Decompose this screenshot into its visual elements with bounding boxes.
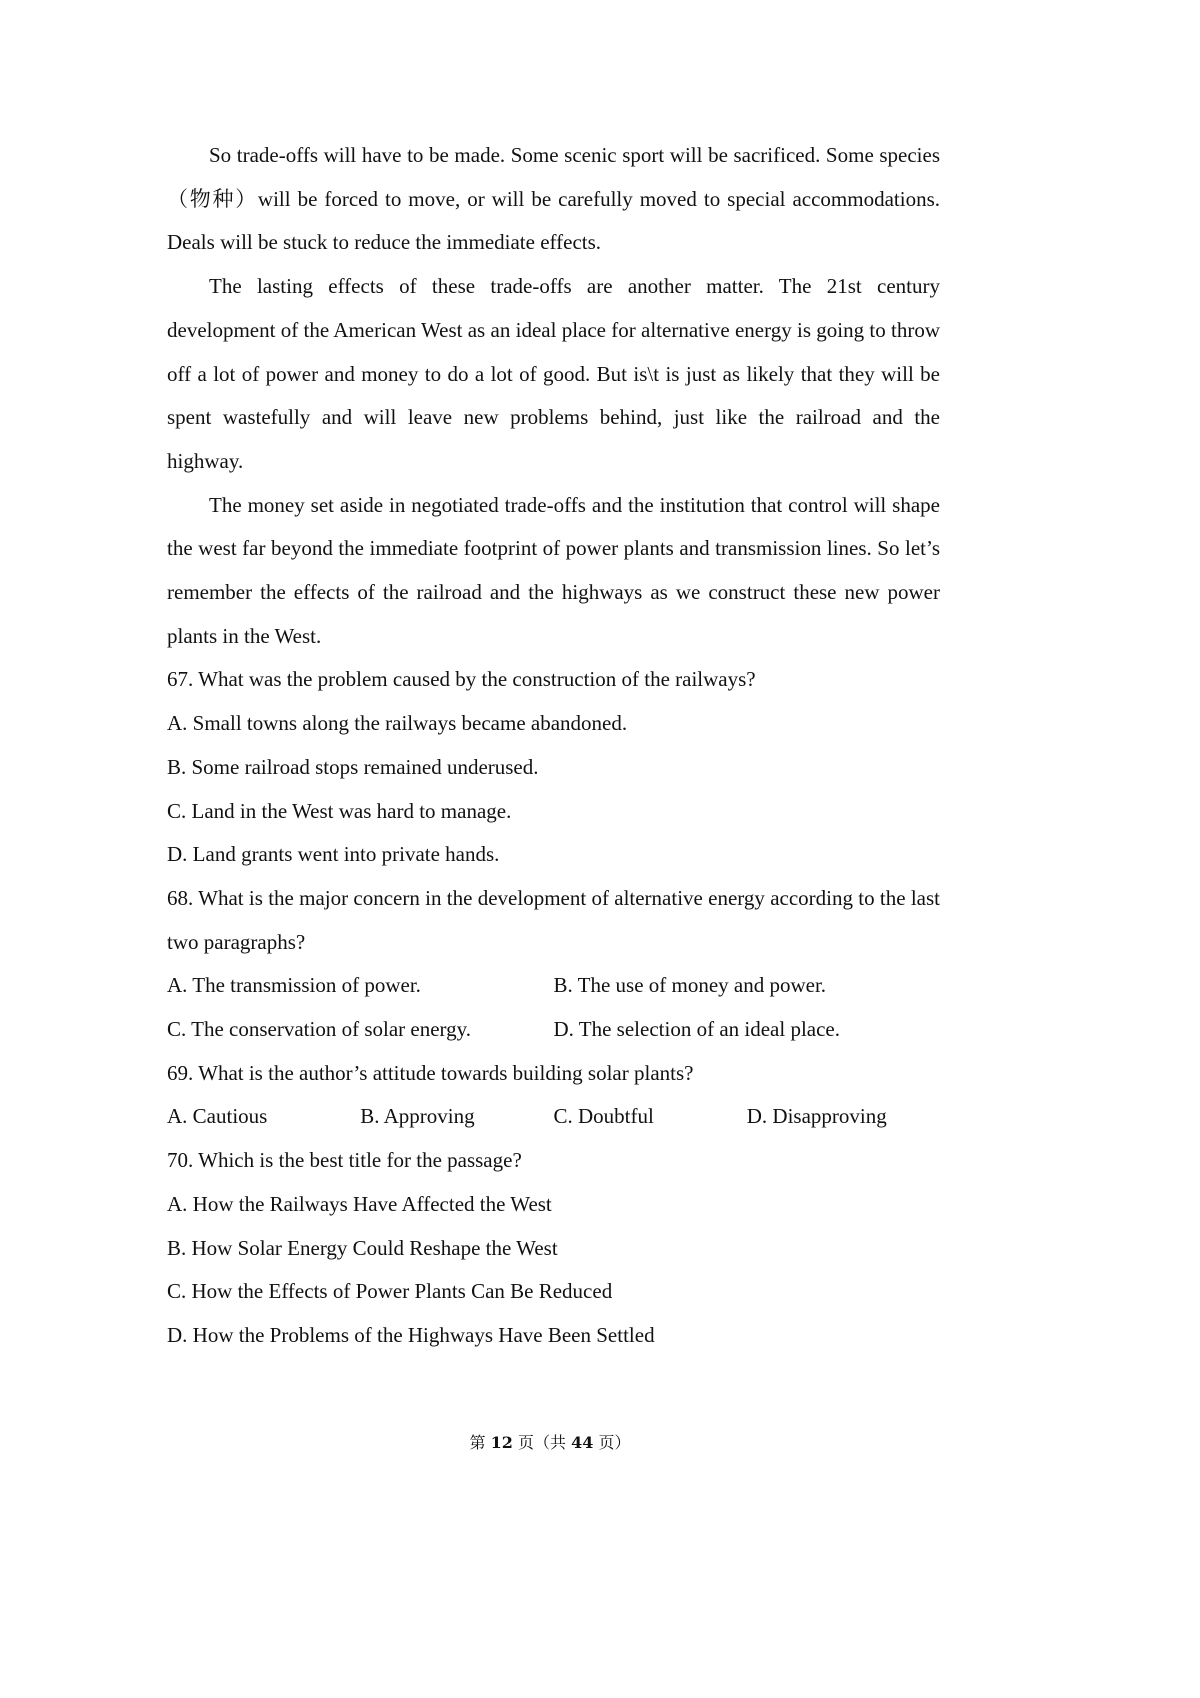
question-70-option-a: A. How the Railways Have Affected the West: [167, 1191, 552, 1216]
question-67-option-a: A. Small towns along the railways became abandoned.: [167, 711, 628, 736]
total-pages: 44: [571, 1433, 594, 1452]
question-70-option-b: B. How Solar Energy Could Reshape the West: [167, 1235, 558, 1260]
page-content: [167, 134, 940, 1358]
question-68-options-row-2: [167, 1008, 940, 1052]
page-number: 12: [490, 1433, 513, 1452]
question-69-option-b: B. Approving: [360, 1104, 475, 1129]
question-67-stem: 67. What was the problem caused by the construction of the railways?: [167, 667, 756, 692]
question-69-option-d: D. Disapproving: [746, 1104, 887, 1129]
question-67-option-d: D. Land grants went into private hands.: [167, 842, 500, 867]
footer-suffix: 页）: [598, 1433, 631, 1452]
question-69-option-a: A. Cautious: [167, 1104, 268, 1129]
footer-prefix: 第: [469, 1433, 486, 1452]
question-69-option-c: C. Doubtful: [553, 1104, 654, 1129]
question-68-option-c: C. The conservation of solar energy.: [167, 1017, 472, 1042]
passage-paragraph-2: The lasting effects of these trade-offs are another matter. The 21st century development of the American West as an ideal place for alternative energy is going to throw off a lot of power and money to do a lot of good. But is\t is just as likely that they will be spent wastefully and will leave new problems behind, just like the railroad and the highway.: [167, 274, 940, 473]
question-69-stem: 69. What is the author’s attitude towards building solar plants?: [167, 1060, 694, 1085]
footer-middle: 页（共: [517, 1433, 566, 1452]
question-67-option-c: C. Land in the West was hard to manage.: [167, 798, 512, 823]
passage-paragraph-1: So trade-offs will have to be made. Some scenic sport will be sacrificed. Some species（物种）will be forced to move, or will be carefully moved to special accommodations. Deals will be stuck to reduce the immediate effects.: [167, 143, 940, 255]
question-68-option-a: A. The transmission of power.: [167, 973, 421, 998]
passage-paragraph-3: The money set aside in negotiated trade-offs and the institution that control will shape the west far beyond the immediate footprint of power plants and transmission lines. So let’s remember the effects of the railroad and the highways as we construct these new power plants in the West.: [167, 492, 940, 648]
page-footer: [0, 1433, 1100, 1453]
question-68-options-row-1: [167, 964, 940, 1008]
question-69-options-row: [167, 1095, 940, 1139]
question-67-option-b: B. Some railroad stops remained underused.: [167, 754, 539, 779]
question-70-option-d: D. How the Problems of the Highways Have Been Settled: [167, 1322, 655, 1347]
question-68-option-b: B. The use of money and power.: [553, 973, 827, 998]
question-68-option-d: D. The selection of an ideal place.: [553, 1017, 840, 1042]
question-70-option-c: C. How the Effects of Power Plants Can Be Reduced: [167, 1279, 613, 1304]
question-68-stem: 68. What is the major concern in the development of alternative energy according to the last two paragraphs?: [167, 885, 940, 954]
question-70-stem: 70. Which is the best title for the passage?: [167, 1148, 522, 1173]
